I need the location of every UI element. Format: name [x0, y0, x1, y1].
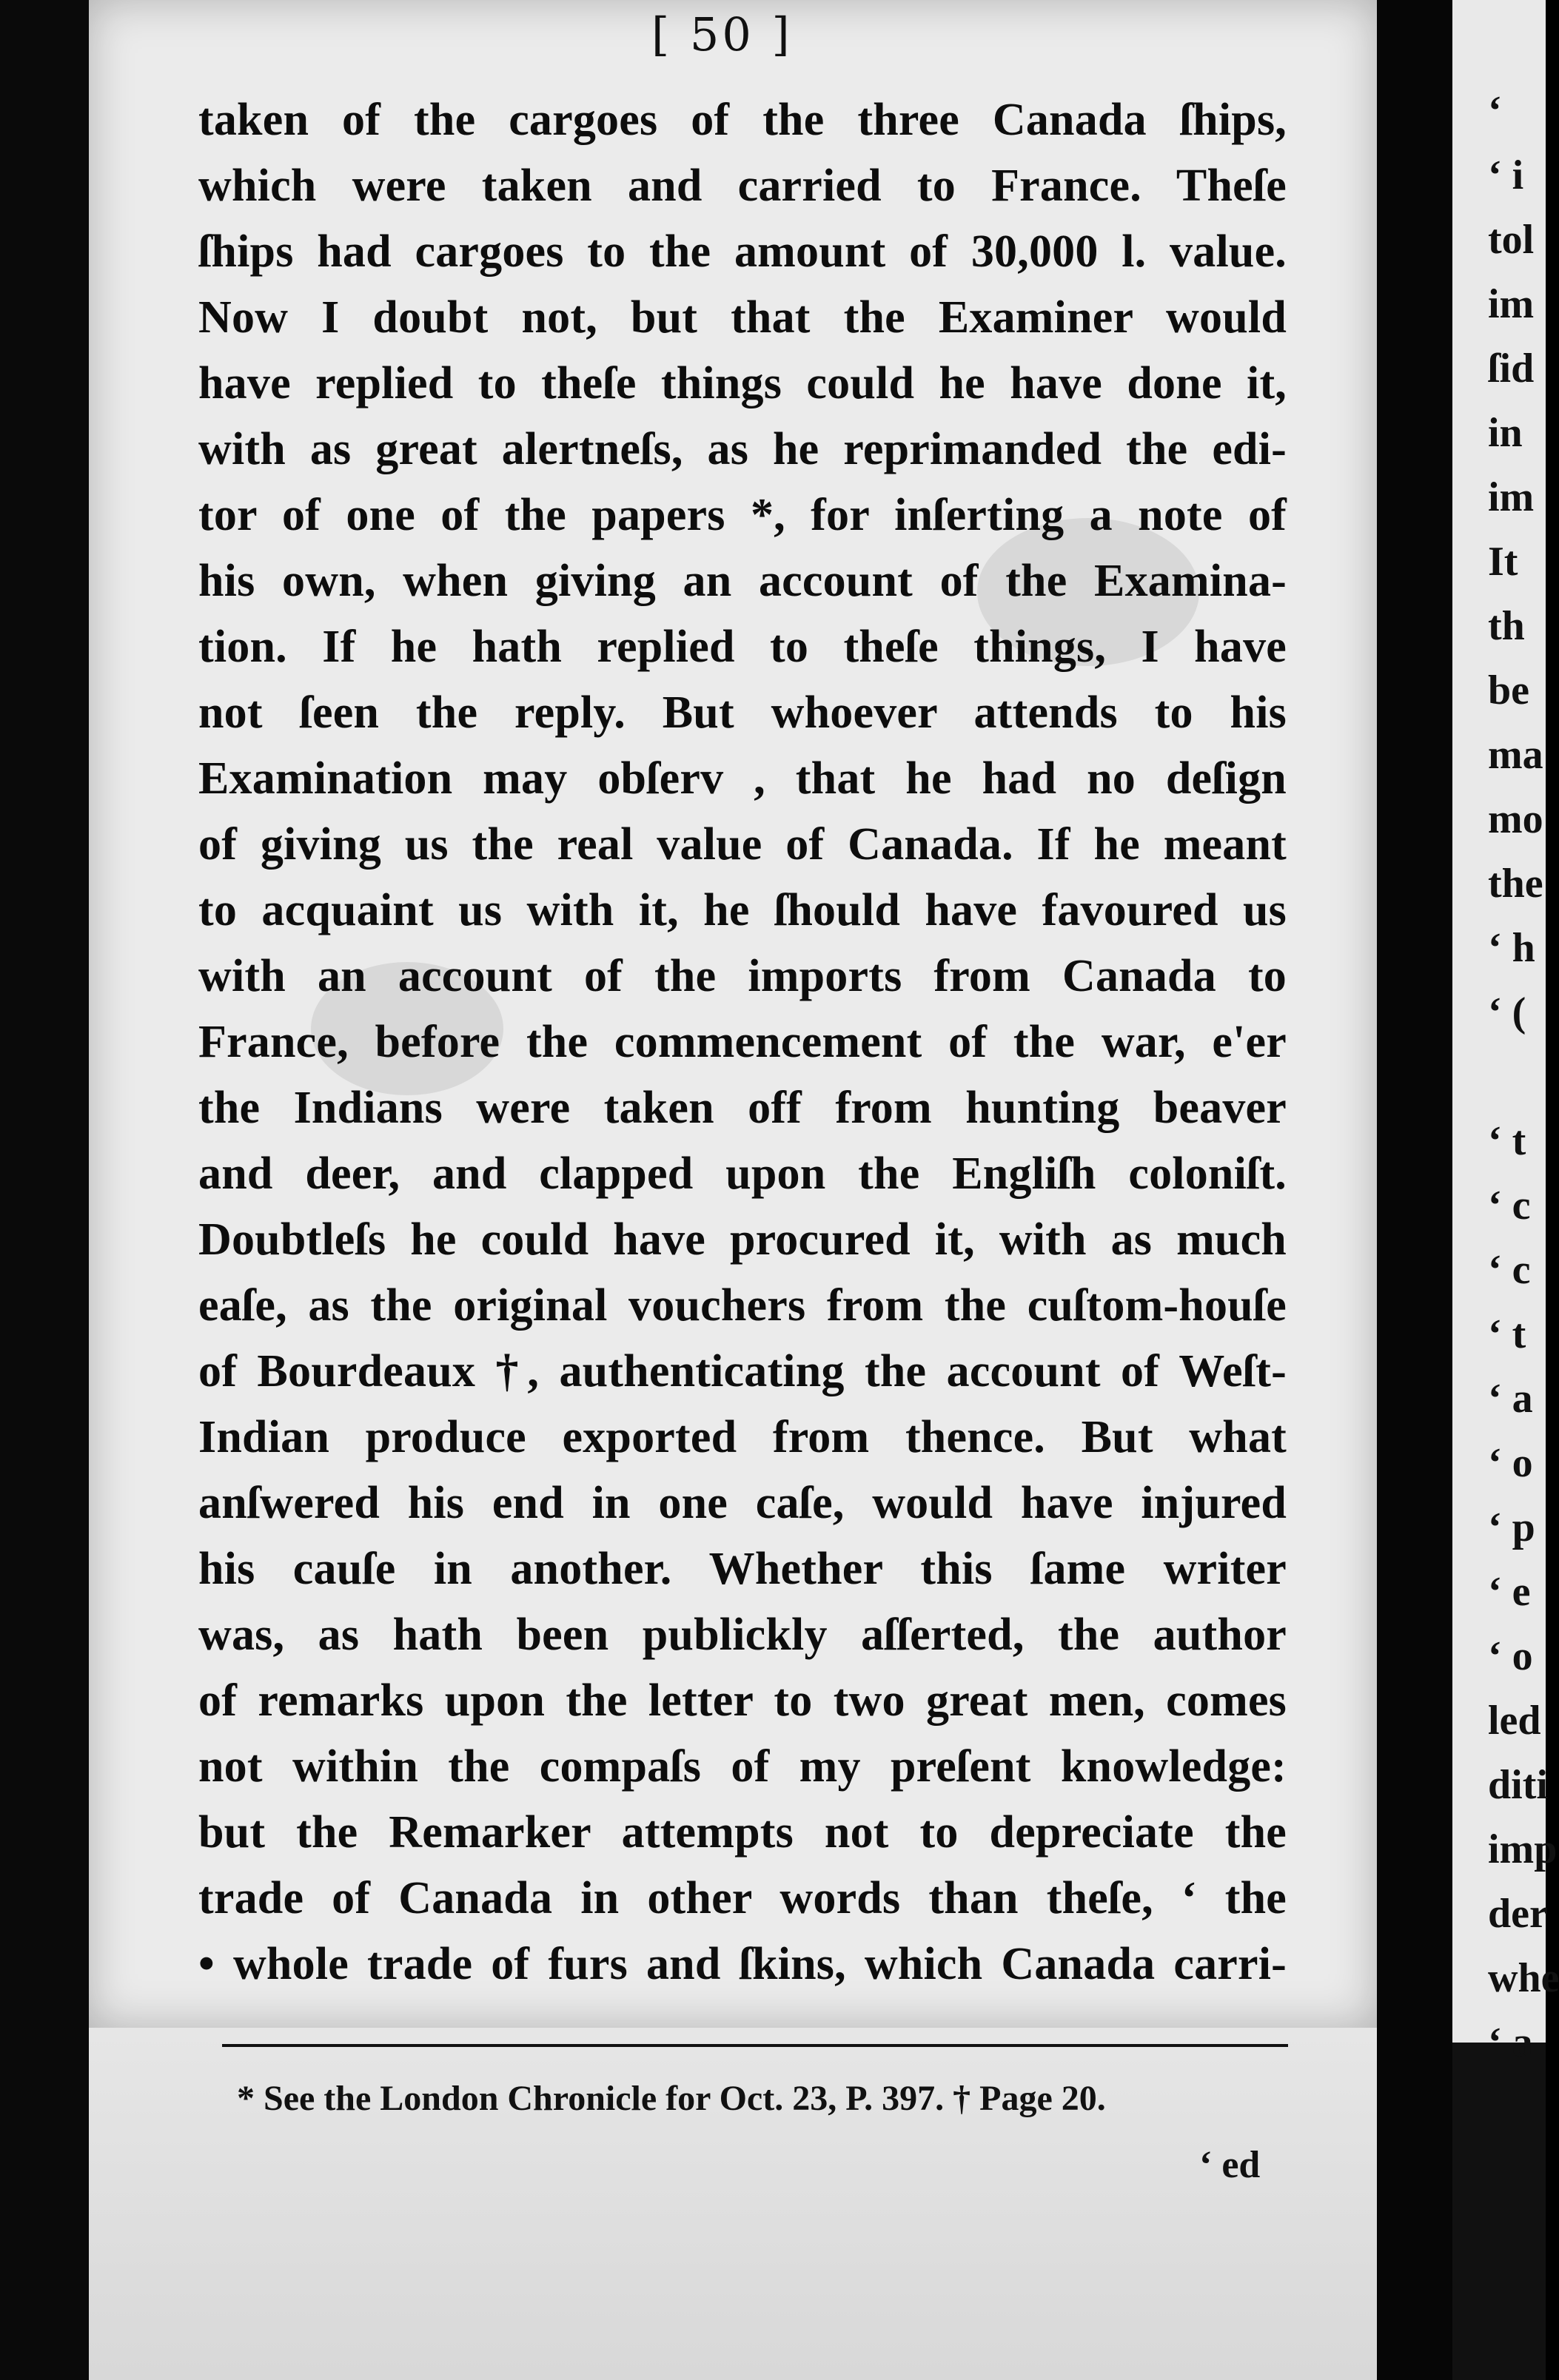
- facing-text-line: ‘ c: [1488, 1183, 1531, 1228]
- facing-text-line: It: [1488, 539, 1518, 585]
- facing-text-line: the: [1488, 861, 1543, 907]
- facing-text-line: ‘ t: [1488, 1311, 1526, 1357]
- text-line: was, as hath been publickly aſſerted, the author: [198, 1610, 1287, 1660]
- facing-text-line: th: [1488, 603, 1525, 649]
- facing-text-line: ‘: [1488, 88, 1502, 134]
- facing-text-line: ‘ (: [1488, 989, 1526, 1035]
- facing-text-line: in: [1488, 410, 1523, 456]
- facing-text-line: ‘ h: [1488, 925, 1535, 971]
- facing-page-lower: [1452, 2043, 1546, 2380]
- text-line: of giving us the real value of Canada. If he meant: [198, 819, 1287, 870]
- facing-text-line: be: [1488, 668, 1529, 713]
- text-line: his cauſe in another. Whether this ſame writer: [198, 1544, 1287, 1594]
- text-line: not within the compaſs of my preſent knowledge:: [198, 1741, 1287, 1792]
- text-line: tion. If he hath replied to theſe things, I have: [198, 622, 1287, 672]
- facing-text-line: ‘ a: [1488, 1376, 1533, 1422]
- facing-text-line: ‘ o: [1488, 1440, 1533, 1486]
- facing-text-line: diti: [1488, 1762, 1548, 1808]
- text-line: with an account of the imports from Canada to: [198, 951, 1287, 1001]
- text-line: tor of one of the papers *, for inſerting a note of: [198, 490, 1287, 540]
- text-line: Doubtleſs he could have procured it, with as much: [198, 1214, 1287, 1265]
- text-line: Examination may obſerv , that he had no deſign: [198, 753, 1287, 804]
- facing-text-line: ſid: [1488, 346, 1535, 391]
- text-line: of Bourdeaux †, authenticating the account of Weſt-: [198, 1346, 1287, 1396]
- text-line: Now I doubt not, but that the Examiner would: [198, 292, 1287, 343]
- text-line: taken of the cargoes of the three Canada ſhips,: [198, 95, 1287, 145]
- facing-text-line: ma: [1488, 732, 1543, 778]
- body-text: [198, 87, 1287, 1997]
- facing-text-line: mo: [1488, 796, 1543, 842]
- text-line: of remarks upon the letter to two great men, comes: [198, 1675, 1287, 1726]
- facing-text-line: ‘ t: [1488, 1118, 1526, 1164]
- facing-text-line: im: [1488, 281, 1535, 327]
- page-number: [ 50 ]: [651, 7, 793, 61]
- text-line: with as great alertneſs, as he reprimanded the edi-: [198, 424, 1287, 474]
- facing-text-line: ‘ i: [1488, 152, 1524, 198]
- facing-text-line: ‘ e: [1488, 1569, 1531, 1615]
- text-line: the Indians were taken off from hunting beaver: [198, 1083, 1287, 1133]
- text-line: eaſe, as the original vouchers from the cuſtom-houſe: [198, 1280, 1287, 1331]
- text-line: and deer, and clapped upon the Engliſh coloniſt.: [198, 1149, 1287, 1199]
- film-left-margin: [0, 0, 89, 2380]
- facing-text-line: der: [1488, 1891, 1548, 1937]
- facing-text-line: ‘ c: [1488, 1247, 1531, 1293]
- text-line: which were taken and carried to France. Theſe: [198, 161, 1287, 211]
- footnote: * See the London Chronicle for Oct. 23, P. 397. † Page 20.: [237, 2079, 1106, 2118]
- text-line: but the Remarker attempts not to depreciate the: [198, 1807, 1287, 1858]
- facing-text-line: tol: [1488, 217, 1535, 263]
- text-line: not ſeen the reply. But whoever attends to his: [198, 688, 1287, 738]
- text-line: trade of Canada in other words than theſe, ‘ the: [198, 1873, 1287, 1923]
- facing-text-line: im: [1488, 474, 1535, 520]
- facing-text-line: imp: [1488, 1826, 1558, 1872]
- text-line: Indian produce exported from thence. But what: [198, 1412, 1287, 1462]
- text-line: France, before the commencement of the war, e'er: [198, 1017, 1287, 1067]
- text-line: his own, when giving an account of the Examina-: [198, 556, 1287, 606]
- catchword: ‘ ed: [1199, 2144, 1261, 2186]
- facing-text-line: whe: [1488, 1955, 1559, 2001]
- text-line: • whole trade of furs and ſkins, which Canada carri-: [198, 1939, 1287, 1989]
- facing-text-line: ‘ o: [1488, 1633, 1533, 1679]
- facing-text-line: led: [1488, 1698, 1541, 1744]
- footnote-rule: [222, 2044, 1288, 2047]
- text-line: anſwered his end in one caſe, would have injured: [198, 1478, 1287, 1528]
- text-line: ſhips had cargoes to the amount of 30,000 l. value.: [198, 226, 1287, 277]
- facing-text-line: ‘ a: [1488, 2020, 1533, 2065]
- text-line: to acquaint us with it, he ſhould have favoured us: [198, 885, 1287, 935]
- text-line: have replied to theſe things could he have done it,: [198, 358, 1287, 409]
- facing-text-line: ‘ p: [1488, 1505, 1535, 1550]
- page-gutter: [1378, 0, 1452, 2380]
